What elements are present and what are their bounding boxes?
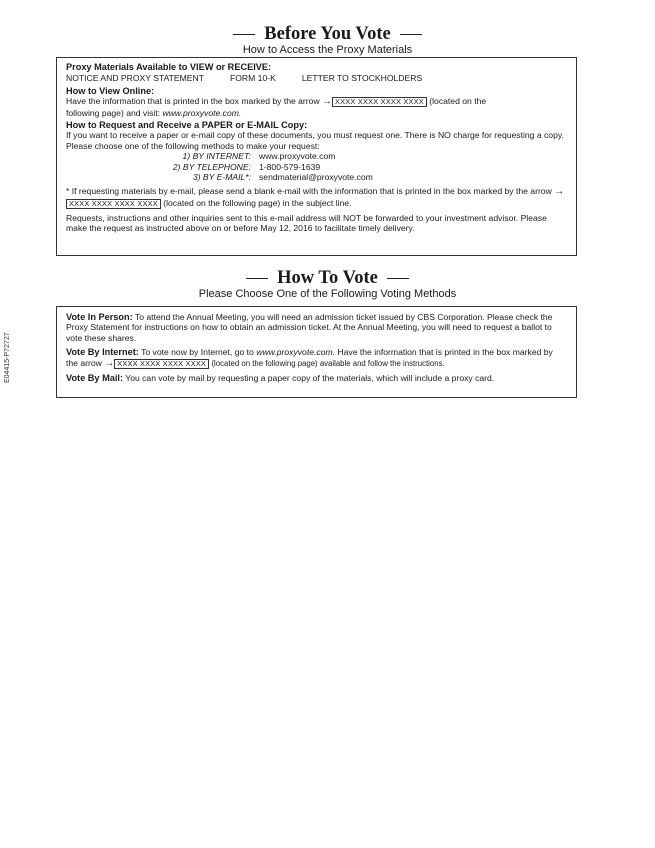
material-item: LETTER TO STOCKHOLDERS: [301, 73, 423, 84]
control-number-box: XXXX XXXX XXXX XXXX: [332, 97, 427, 107]
request-methods: [146, 151, 567, 182]
before-you-vote-subtitle: How to Access the Proxy Materials: [242, 44, 413, 56]
vote-by-mail-label: Vote By Mail:: [66, 373, 124, 384]
proxyvote-link[interactable]: www.proxyvote.com.: [162, 107, 242, 118]
requests-note: Requests, instructions and other inquiries sent to this e-mail address will NOT be forwarded to your investment advisor. Please make the request as instructed above on or before May 12, 2016 to facilitate timely delivery.: [66, 212, 547, 234]
how-to-vote-heading: [0, 268, 655, 301]
vote-in-person-label: Vote In Person:: [66, 312, 133, 322]
request-header: How to Request and Receive a PAPER or E-MAIL Copy:: [66, 120, 308, 131]
arrow-icon: →: [104, 357, 115, 369]
how-to-vote-title: How To Vote: [277, 268, 378, 288]
material-item: NOTICE AND PROXY STATEMENT: [66, 73, 204, 84]
method-label: 2) BY TELEPHONE:: [172, 161, 251, 172]
method-row: [146, 151, 567, 161]
vote-by-internet-label: Vote By Internet:: [66, 347, 139, 358]
before-you-vote-heading: [0, 24, 655, 57]
view-online-text: Have the information that is printed in the box marked by the arrow → XXXX XXXX XXXX XXXX (located on the following page) and visit: www.proxyvote.com.: [66, 96, 487, 118]
method-label: 3) BY E-MAIL*:: [192, 172, 251, 183]
method-value-telephone[interactable]: 1-800-579-1639: [259, 161, 321, 172]
heading-rule-left: [233, 34, 255, 35]
material-item: FORM 10-K: [230, 73, 276, 84]
control-number-box: XXXX XXXX XXXX XXXX: [114, 359, 209, 369]
method-row: [146, 172, 567, 182]
vote-by-internet: Vote By Internet: To vote now by Internet, go to www.proxyvote.com. Have the information that is printed in the box marked by the arrow → XXXX XXXX XXXX XXXX (located on the following page) available and follow the instructions.: [66, 347, 553, 369]
method-value-internet[interactable]: www.proxyvote.com: [259, 151, 336, 162]
vote-by-mail: Vote By Mail: You can vote by mail by requesting a paper copy of the materials, which will include a proxy card.: [66, 373, 495, 384]
how-to-vote-subtitle: Please Choose One of the Following Voting Methods: [198, 288, 457, 300]
heading-rule-right: [400, 34, 422, 35]
arrow-icon: →: [322, 96, 333, 108]
method-label: 1) BY INTERNET:: [182, 151, 251, 162]
materials-list: [66, 73, 567, 83]
email-footnote: * If requesting materials by e-mail, please send a blank e-mail with the information that is printed in the box marked by the arrow →XXXX XXXX XXXX XXXX (located on the following page) in the subject line.: [66, 186, 565, 208]
view-online-header: How to View Online:: [66, 85, 155, 96]
voting-methods-box: [56, 306, 577, 398]
before-you-vote-title: Before You Vote: [264, 24, 391, 44]
method-row: [146, 162, 567, 172]
heading-rule-left: [246, 278, 268, 279]
heading-rule-right: [387, 278, 409, 279]
document-code: E04415-P72727: [4, 332, 11, 383]
method-value-email[interactable]: sendmaterial@proxyvote.com: [259, 172, 373, 183]
arrow-icon: →: [554, 186, 565, 198]
control-number-box: XXXX XXXX XXXX XXXX: [66, 199, 161, 209]
request-text: If you want to receive a paper or e-mail copy of these documents, you must request one. There is NO charge for requesting a copy. Please choose one of the following methods to make your request:: [66, 130, 564, 151]
proxy-materials-box: [56, 57, 577, 256]
proxyvote-link[interactable]: www.proxyvote.com.: [256, 347, 336, 358]
vote-in-person: Vote In Person: To attend the Annual Meeting, you will need an admission ticket issued by CBS Corporation. Please check the Proxy Statement for instructions on how to obtain an admission ticket. At the Annual Meeting, you will need to request a ballot to vote these shares.: [66, 312, 553, 343]
materials-header: Proxy Materials Available to VIEW or RECEIVE:: [66, 62, 272, 72]
